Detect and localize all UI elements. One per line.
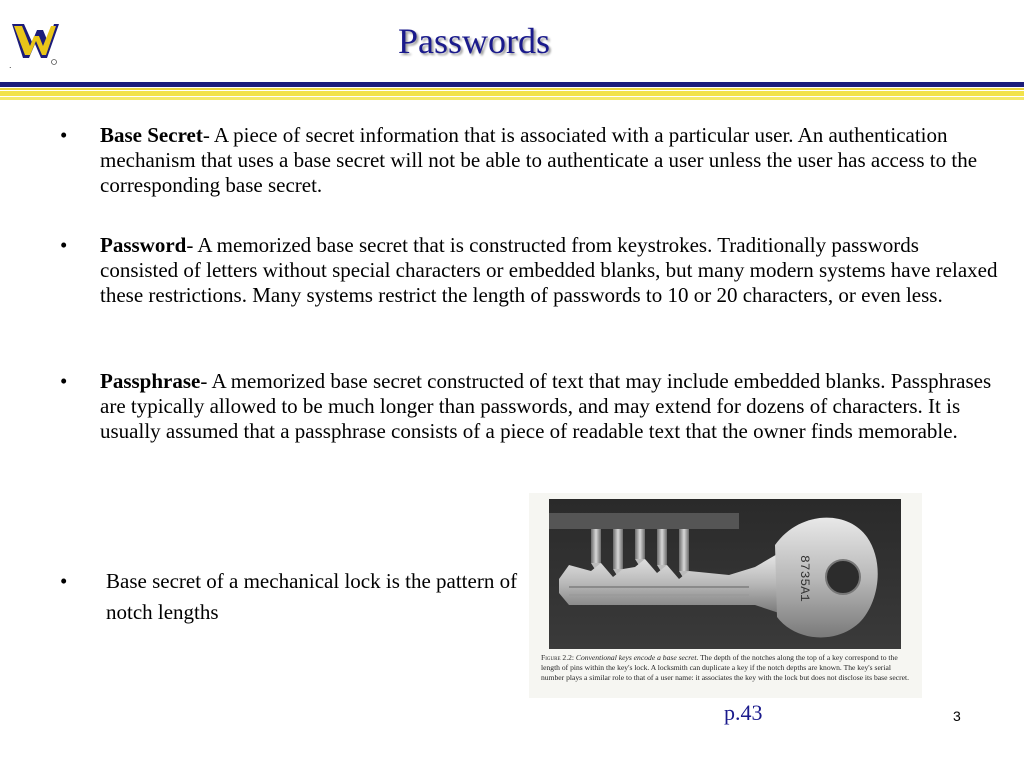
figure-caption: [541, 653, 913, 682]
bullet-text: Base secret of a mechanical lock is the pattern of notch lengths: [106, 569, 518, 624]
header-rule-gold-thick: [0, 91, 1024, 96]
key-figure: [529, 493, 922, 698]
bullet-marker: •: [60, 233, 68, 257]
bullet-text: [100, 369, 1000, 444]
bullet-term: Passphrase: [100, 369, 201, 393]
bullet-definition: - A memorized base secret that is constructed from keystrokes. Traditionally passwords consisted of letters without special characters or embedded blanks, but many modern systems have relaxed these restrictions. Many systems restrict the length of passwords to 10 or 20 characters, or even less.: [100, 233, 998, 307]
caption-label: Figure 2.2:: [541, 653, 574, 662]
slide-title: Passwords: [397, 21, 550, 61]
bullet-text: [100, 123, 1000, 198]
bullet-marker: •: [60, 569, 68, 593]
header-rule-gold: [0, 88, 1024, 90]
caption-title: Conventional keys encode a base secret.: [575, 653, 699, 662]
bullet-definition: - A memorized base secret constructed of text that may include embedded blanks. Passphrases are typically allowed to be much longer than passwords, and may extend for dozens of characters. It is usually assumed that a passphrase consists of a piece of readable text that the owner finds memorable.: [100, 369, 992, 443]
logo-mark: .: [9, 60, 12, 70]
key-serial: 8735A1: [797, 555, 812, 602]
page-number: 3: [953, 708, 961, 724]
bullet-term: Password: [100, 233, 187, 257]
page-reference: p.43: [724, 700, 763, 725]
bullet-text: [100, 233, 1000, 308]
header-rule-gold-light: [0, 97, 1024, 100]
key-and-lock-pins-photo: [529, 493, 922, 653]
header-rule-navy: [0, 82, 1024, 87]
bullet-marker: •: [60, 369, 68, 393]
bullet-definition: - A piece of secret information that is associated with a particular user. An authentication mechanism that uses a base secret will not be able to authenticate a user unless the user has access to the corresponding base secret.: [100, 123, 978, 197]
caption-text: The depth of the notches along the top of a key correspond to the length of pins within the key's lock. A locksmith can duplicate a key if the notch depths are known. The key's serial number plays a similar role to that of a user name: it associates the key with the lock but does not disclose its base secret.: [541, 653, 909, 682]
bullet-marker: •: [60, 123, 68, 147]
bullet-term: Base Secret: [100, 123, 203, 147]
